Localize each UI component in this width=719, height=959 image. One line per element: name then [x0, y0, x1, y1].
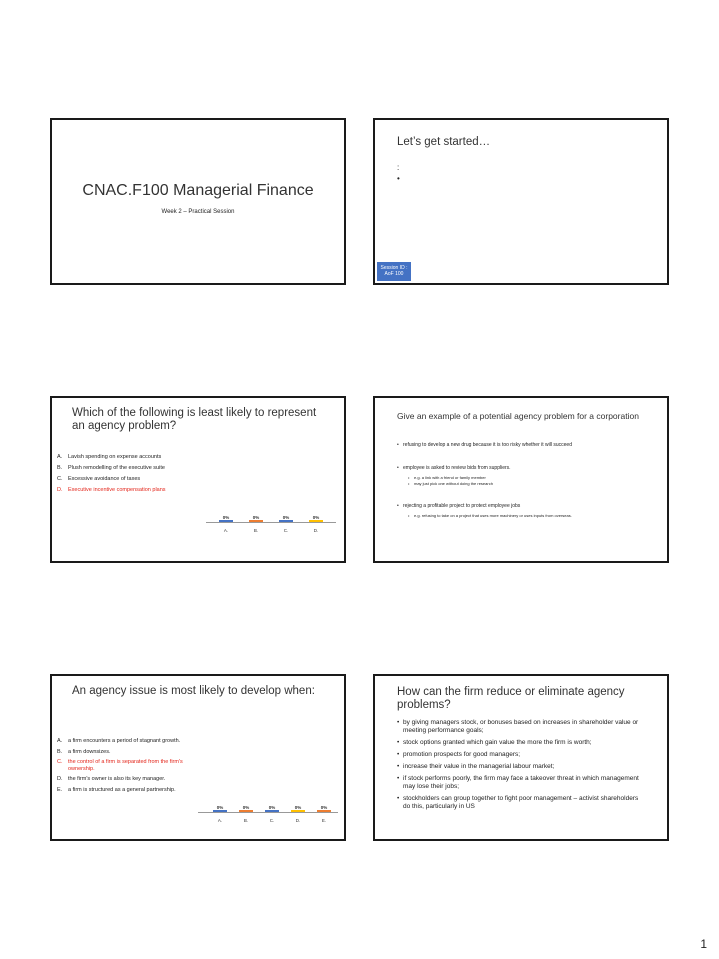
bullet: • increase their value in the managerial labour market; [397, 763, 647, 771]
option-letter: B. [57, 465, 63, 471]
option-letter: D. [57, 776, 63, 782]
bullet: • rejecting a profitable project to protect employee jobs [397, 503, 520, 509]
option-a [57, 454, 166, 460]
option-text: Plush remodelling of the executive suite [68, 465, 165, 471]
slide-2-bullet-1: : [397, 163, 400, 172]
slide-1-thumbnail [50, 118, 346, 285]
sub-bullet: • may just pick one without doing the research [408, 481, 493, 487]
option-d-correct [57, 487, 166, 493]
poll-bar-a [210, 805, 230, 812]
option-b [57, 749, 192, 756]
bullet: • employee is asked to review bids from suppliers. [397, 465, 511, 471]
option-a [57, 738, 192, 745]
poll-bar-c [276, 515, 296, 522]
poll-label: C. [283, 528, 289, 533]
option-letter: A. [57, 738, 63, 744]
option-letter: B. [57, 748, 63, 755]
option-text: a firm encounters a period of stagnant growth. [68, 738, 181, 744]
poll-pct: 0% [222, 515, 230, 520]
slide-4-bullet-1 [397, 442, 572, 448]
sub-bullet: • e.g. a link with a friend or family member [408, 475, 493, 481]
slide-6-bullets [397, 719, 647, 815]
slide-6-title: How can the firm reduce or eliminate agency problems? [397, 686, 625, 711]
slide-3-thumbnail [50, 396, 346, 563]
poll-label: A. [217, 818, 223, 823]
poll-pct: 0% [320, 805, 328, 810]
option-text: a firm downsizes. [68, 748, 111, 755]
option-text: a firm is structured as a general partnership. [68, 786, 176, 793]
slide-3-poll-results [206, 515, 336, 539]
poll-pct: 0% [242, 805, 250, 810]
option-letter: E. [57, 786, 63, 793]
slide-3-options [57, 454, 166, 498]
poll-label: B. [253, 528, 259, 533]
option-c [57, 476, 166, 482]
poll-pct: 0% [268, 805, 276, 810]
page-number: 1 [700, 937, 707, 951]
slide-4-bullet-3 [397, 503, 520, 509]
slide-4-title: Give an example of a potential agency problem for a corporation [397, 411, 639, 421]
slide-2-thumbnail [373, 118, 669, 285]
poll-bar-c [262, 805, 282, 812]
option-d [57, 776, 192, 783]
option-text: Executive incentive compensation plans [68, 487, 166, 493]
session-id-value: AoF 100 [384, 271, 404, 277]
option-c-correct [57, 759, 192, 772]
slide-5-options [57, 738, 192, 797]
poll-bar-d [306, 515, 326, 522]
slide-6-thumbnail [373, 674, 669, 841]
bullet: • stockholders can group together to fight poor management – activist shareholders do this, particularly in US [397, 795, 647, 811]
poll-pct: 0% [294, 805, 302, 810]
slide-1-subtitle: Week 2 – Practical Session [161, 209, 235, 215]
option-text: the control of a firm is separated from the firm's ownership. [68, 759, 183, 772]
poll-label: E. [321, 818, 327, 823]
slide-5-poll-results [198, 805, 338, 829]
poll-label: A. [223, 528, 229, 533]
option-b [57, 465, 166, 471]
poll-axis [206, 522, 336, 523]
poll-label: D. [313, 528, 319, 533]
poll-pct: 0% [312, 515, 320, 520]
session-id-badge [377, 262, 411, 281]
slide-3-question: Which of the following is least likely to represent an agency problem? [72, 407, 317, 432]
poll-pct: 0% [282, 515, 290, 520]
slide-4-thumbnail [373, 396, 669, 563]
option-e [57, 787, 192, 794]
option-letter: C. [57, 476, 63, 482]
bullet: • promotion prospects for good managers; [397, 751, 647, 759]
option-letter: D. [57, 487, 63, 493]
option-text: the firm's owner is also its key manager. [68, 776, 166, 782]
poll-bar-d [288, 805, 308, 812]
poll-label: B. [243, 818, 249, 823]
slide-4-sub-bullets-2 [408, 475, 493, 487]
slide-2-bullet-2: • [397, 174, 400, 183]
option-letter: C. [57, 759, 63, 765]
bullet: • if stock performs poorly, the firm may face a takeover threat in which management may lose their jobs; [397, 775, 647, 791]
slide-4-bullet-2 [397, 465, 511, 471]
bullet: • refusing to develop a new drug because it is too risky whether it will succeed [397, 442, 572, 448]
poll-pct: 0% [252, 515, 260, 520]
slide-5-question: An agency issue is most likely to develop when: [72, 685, 315, 697]
poll-bar-e [314, 805, 334, 812]
session-id-label: Session ID : [380, 265, 408, 271]
slide-1-title: CNAC.F100 Managerial Finance [82, 182, 314, 199]
poll-bar-b [246, 515, 266, 522]
option-letter: A. [57, 454, 63, 460]
poll-bar-b [236, 805, 256, 812]
bullet: • by giving managers stock, or bonuses based on increases in shareholder value or meeting performance goals; [397, 719, 647, 735]
bullet: • stock options granted which gain value the more the firm is worth; [397, 739, 647, 747]
poll-axis [198, 812, 338, 813]
option-text: Excessive avoidance of taxes [68, 476, 141, 482]
slide-2-title: Let’s get started… [397, 136, 491, 148]
slide-4-sub-bullets-3 [408, 513, 572, 518]
poll-label: C. [269, 818, 275, 823]
poll-pct: 0% [216, 805, 224, 810]
sub-bullet: • e.g. refusing to take on a project that uses more machinery or uses inputs from overseas. [408, 513, 572, 518]
poll-label: D. [295, 818, 301, 823]
poll-bar-a [216, 515, 236, 522]
option-text: Lavish spending on expense accounts [68, 454, 162, 460]
slide-5-thumbnail [50, 674, 346, 841]
